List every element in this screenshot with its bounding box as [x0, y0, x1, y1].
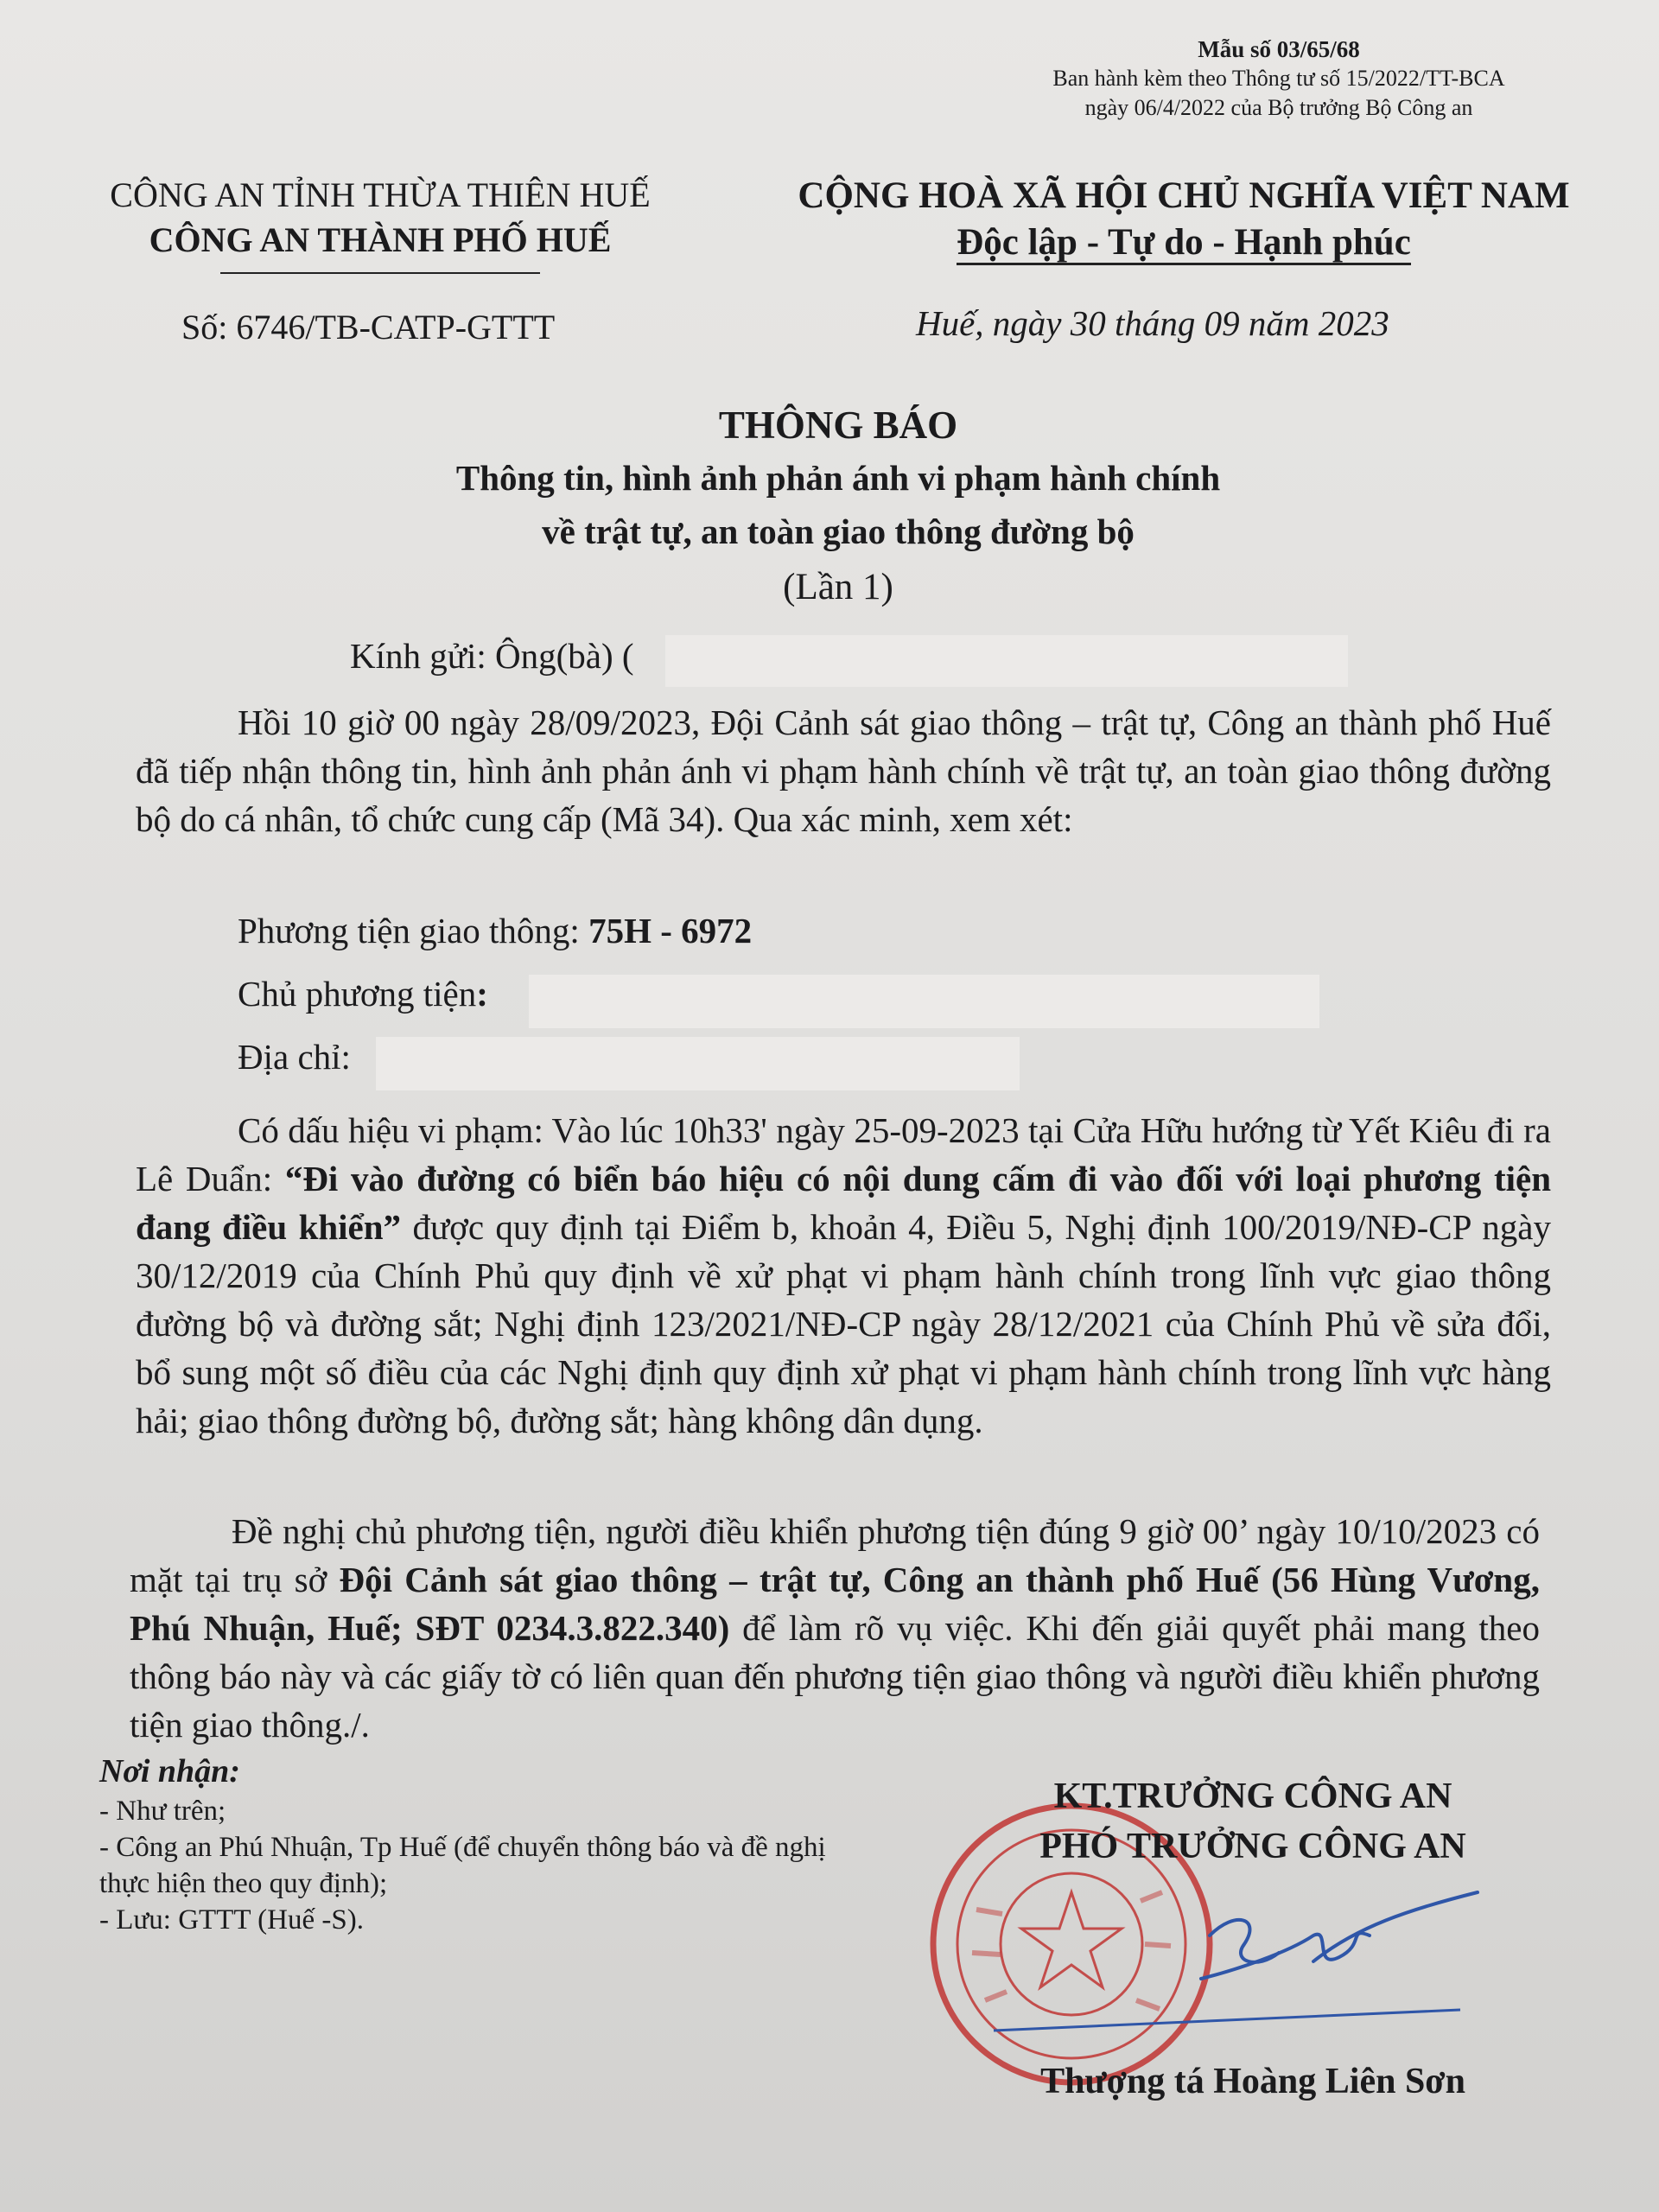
vehicle-field	[238, 910, 752, 951]
violation-text-1: Có dấu hiệu vi phạm: Vào lúc 10h33' ngày 25-09-2023 tại Cửa Hữu hướng từ Yết Kiêu đi ra Lê Duẩn:	[136, 1110, 1551, 1198]
document-number: Số: 6746/TB-CATP-GTTT	[181, 308, 556, 346]
signer-authority: KT.TRƯỞNG CÔNG AN	[1053, 1777, 1452, 1816]
signer-position: PHÓ TRƯỞNG CÔNG AN	[1039, 1827, 1466, 1866]
address-label: Địa chỉ:	[238, 1037, 351, 1077]
violation-text-2: được quy định tại Điểm b, khoản 4, Điều 5, Nghị định 100/2019/NĐ-CP ngày 30/12/2019 của Chính Phủ quy định về xử phạt vi phạm hành chính trong lĩnh vực giao thông đường bộ và đường sắt; Nghị định 123/2021/NĐ-CP ngày 28/12/2021 của Chính Phủ về sửa đổi, bổ sung một số điều của các Nghị định quy định xử phạt vi phạm hành chính trong lĩnh vực hàng hải; giao thông đường bộ, đường sắt; hàng không dân dụng.	[136, 1207, 1551, 1440]
recipient-item: - Công an Phú Nhuận, Tp Huế (để chuyển thông báo và đề nghị thực hiện theo quy định);	[99, 1832, 826, 1899]
signature-underline-icon	[985, 2005, 1469, 2039]
form-issued-line-2: ngày 06/4/2022 của Bộ trưởng Bộ Công an	[1084, 95, 1473, 120]
title-block	[242, 399, 1434, 613]
signer-name: Thượng tá Hoàng Liên Sơn	[1040, 2062, 1465, 2101]
redacted-recipient-name	[665, 635, 1348, 687]
agency-name: CÔNG AN THÀNH PHỐ HUẾ	[149, 220, 612, 259]
national-motto: Độc lập - Tự do - Hạnh phúc	[957, 222, 1411, 265]
document-title: THÔNG BÁO	[718, 404, 958, 447]
national-title: CỘNG HOÀ XÃ HỘI CHỦ NGHĨA VIỆT NAM	[798, 175, 1570, 216]
vehicle-label: Phương tiện giao thông:	[238, 911, 589, 950]
agency-parent: CÔNG AN TỈNH THỪA THIÊN HUẾ	[110, 175, 651, 214]
address-field	[238, 1036, 351, 1077]
form-number: Mẫu số 03/65/68	[1198, 36, 1360, 62]
paragraph-intro: Hồi 10 giờ 00 ngày 28/09/2023, Đội Cảnh sát giao thông – trật tự, Công an thành phố Huế đã tiếp nhận thông tin, hình ảnh phản ánh vi phạm hành chính về trật tự, an toàn giao thông đường bộ do cá nhân, tổ chức cung cấp (Mã 34). Qua xác minh, xem xét:	[136, 702, 1551, 839]
agency-underline	[220, 272, 540, 274]
document-subtitle-2: về trật tự, an toàn giao thông đường bộ	[542, 512, 1135, 551]
recipient-item: - Lưu: GTTT (Huế -S).	[99, 1904, 364, 1936]
issuing-agency-header	[69, 173, 691, 278]
recipients-block	[99, 1750, 842, 1938]
document-date: Huế, ngày 30 tháng 09 năm 2023	[916, 303, 1389, 343]
form-number-block	[985, 35, 1573, 123]
request-text-1: Đề nghị chủ phương tiện, người điều khiển phương tiện đúng 9 giờ 00’ ngày 10/10/2023 có mặt tại trụ sở	[130, 1511, 1540, 1599]
owner-field	[238, 973, 488, 1014]
handwritten-signature-icon	[1184, 1875, 1495, 2013]
recipient-item: - Như trên;	[99, 1796, 226, 1827]
national-header	[752, 173, 1616, 266]
signature-block	[950, 1771, 1555, 1872]
owner-label: Chủ phương tiện	[238, 974, 477, 1014]
request-text-2: để làm rõ vụ việc. Khi đến giải quyết phải mang theo thông báo này và các giấy tờ có liên quan đến phương tiện giao thông và người điều khiển phương tiện giao thông./.	[130, 1608, 1540, 1745]
request-office: Đội Cảnh sát giao thông – trật tự, Công an thành phố Huế (56 Hùng Vương, Phú Nhuận, Huế; SĐT 0234.3.822.340)	[130, 1560, 1540, 1648]
vehicle-plate: 75H - 6972	[588, 911, 753, 950]
notice-round: (Lần 1)	[783, 567, 893, 607]
owner-colon: :	[476, 974, 488, 1014]
greeting: Kính gửi: Ông(bà) (	[350, 636, 634, 676]
redacted-address	[376, 1037, 1020, 1090]
violation-description: “Đi vào đường có biển báo hiệu có nội dung cấm đi vào đối với loại phương tiện đang điều khiển”	[136, 1159, 1551, 1247]
form-issued-line-1: Ban hành kèm theo Thông tư số 15/2022/TT-BCA	[1052, 66, 1505, 91]
recipients-heading: Nơi nhận:	[99, 1753, 240, 1789]
paragraph-violation	[136, 1106, 1551, 1445]
document-subtitle-1: Thông tin, hình ảnh phản ánh vi phạm hành chính	[455, 458, 1221, 498]
redacted-owner-name	[529, 975, 1319, 1028]
paragraph-request	[130, 1507, 1540, 1749]
